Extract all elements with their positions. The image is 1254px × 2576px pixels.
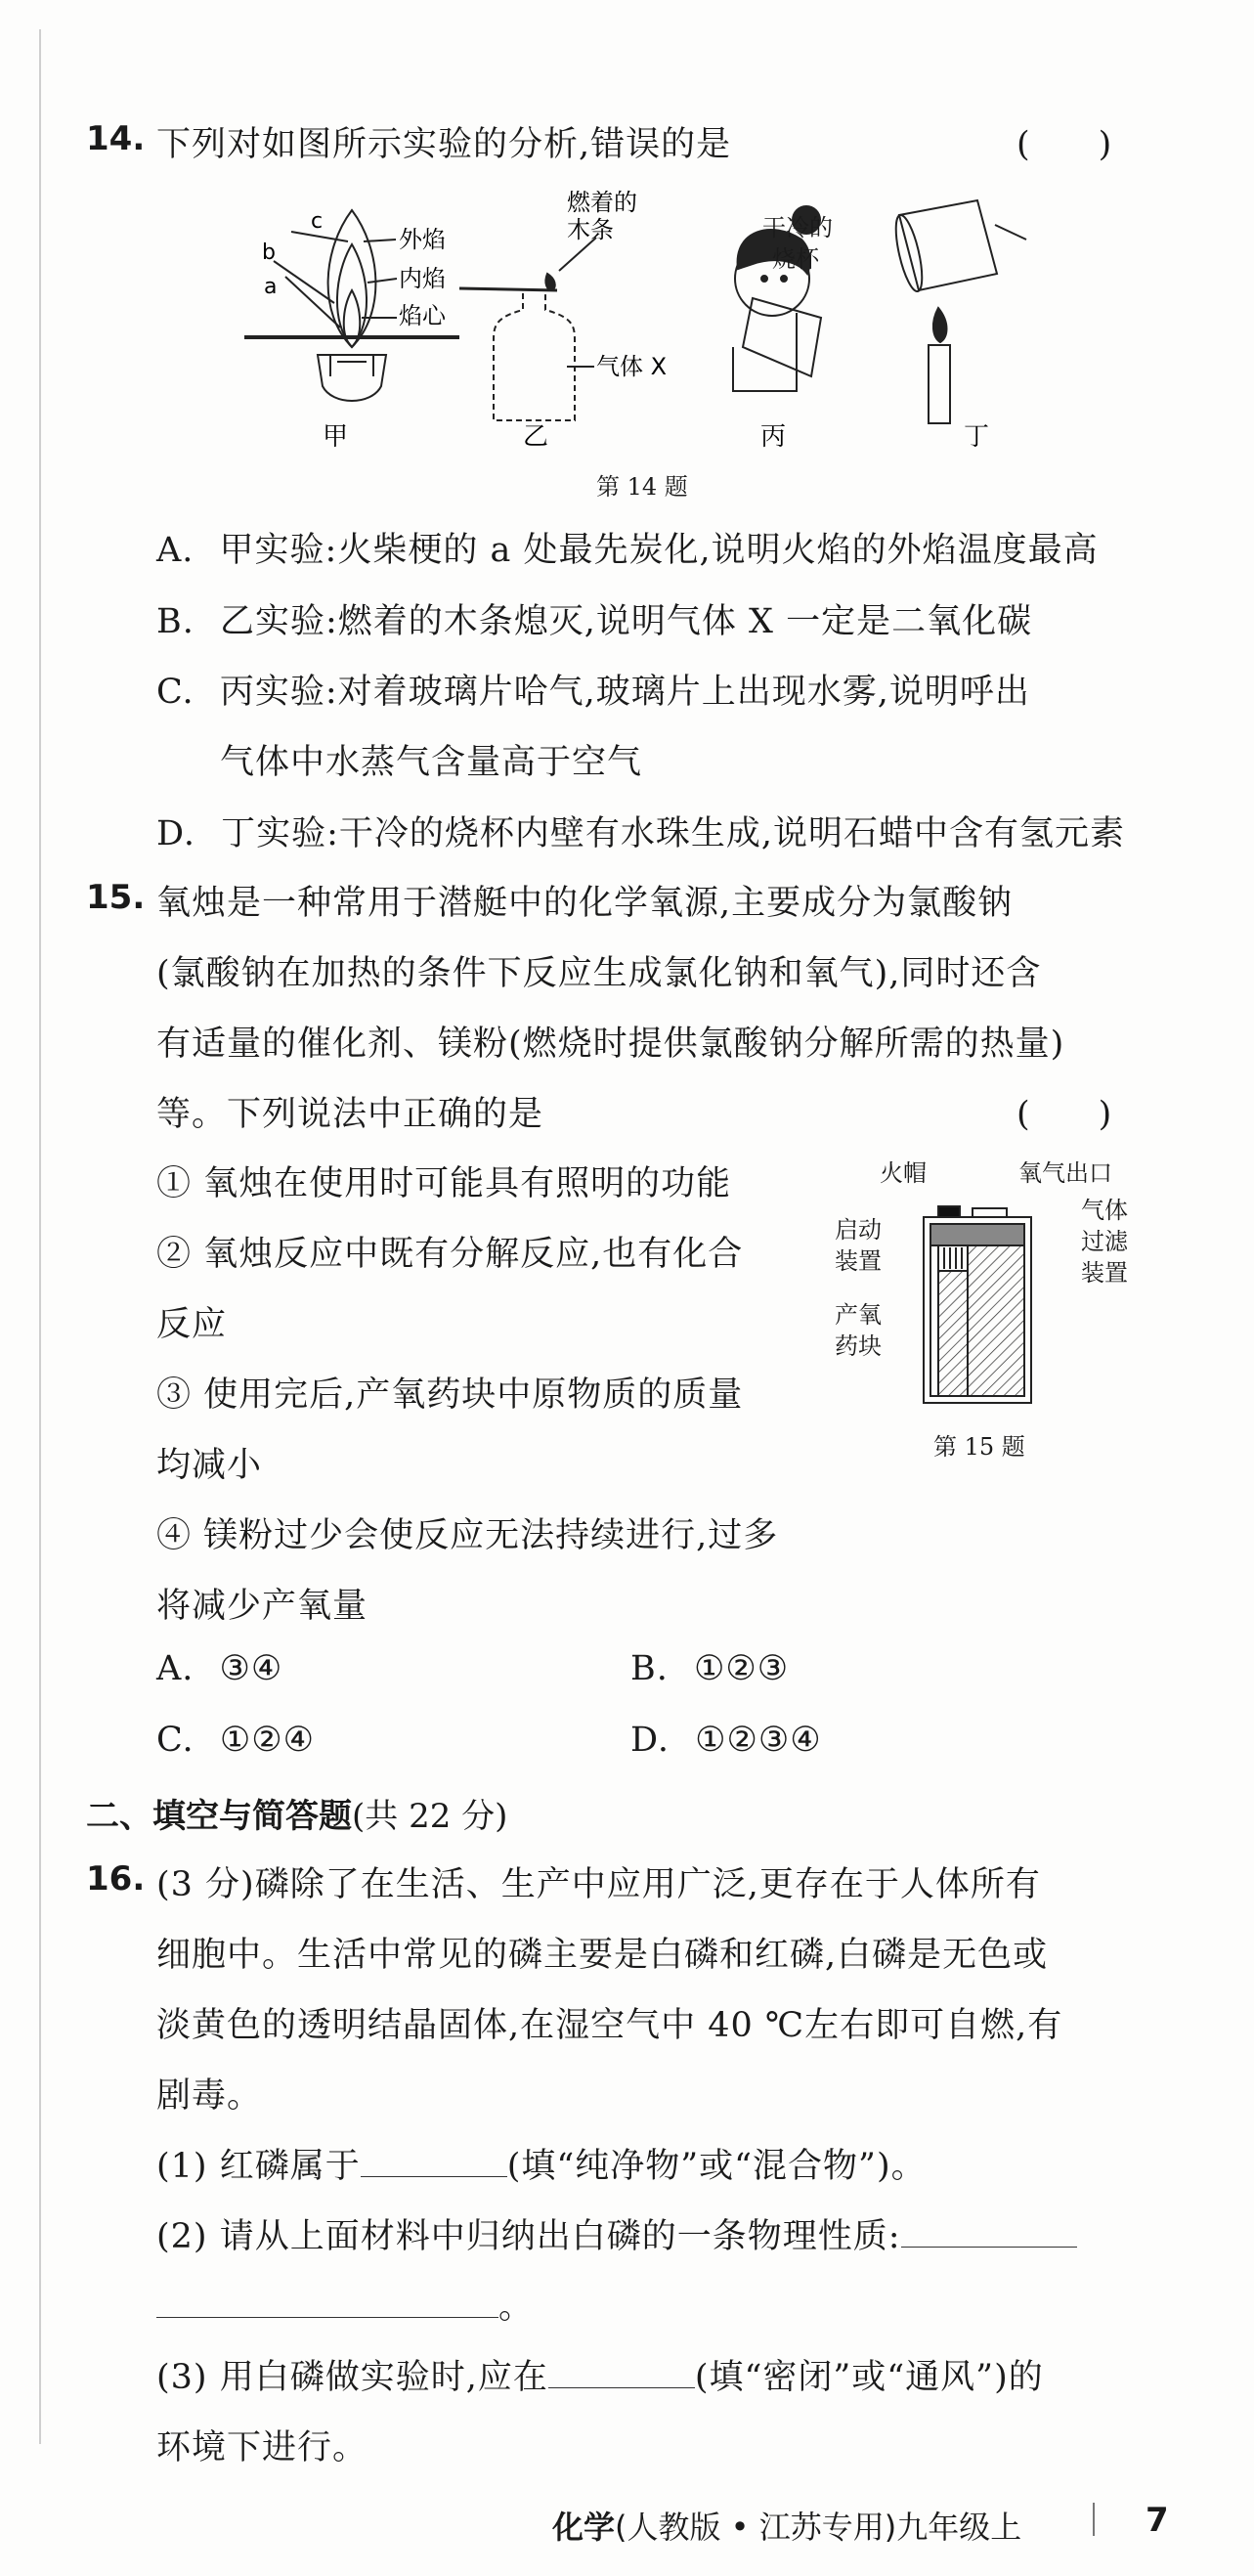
q16-stem-line-1: (3 分)磷除了在生活、生产中应用广泛,更存在于人体所有	[156, 1865, 1041, 1904]
q16-stem-line-4: 剧毒。	[156, 2076, 263, 2116]
q14-option-c-continued: 气体中水蒸气含量高于空气	[220, 743, 643, 782]
q14-figure	[225, 181, 1036, 513]
ding-label: 丁	[964, 422, 990, 452]
q15-option-b[interactable]	[630, 1649, 789, 1688]
q15-statement-3-cont: 均减小	[156, 1446, 263, 1485]
oxygen-outlet-label: 氧气出口	[1018, 1159, 1112, 1187]
q15-stem-line-4: 等。下列说法中正确的是	[156, 1095, 544, 1134]
option-label: D.	[630, 1721, 670, 1760]
q16-number: 16.	[86, 1859, 146, 1899]
starter-label-1: 启动	[835, 1216, 882, 1244]
q16-sub2-answer-blank-2[interactable]	[156, 2288, 498, 2318]
option-label: D.	[156, 814, 195, 853]
option-text: 丁实验:干冷的烧杯内壁有水珠生成,说明石蜡中含有氢元素	[221, 814, 1126, 853]
option-label: B.	[156, 602, 195, 641]
q16-sub2	[156, 2209, 1077, 2258]
page-footer	[552, 2503, 1021, 2548]
q15-stem-line-1: 氧烛是一种常用于潜艇中的化学氧源,主要成分为氯酸钠	[156, 884, 1014, 923]
option-text: 乙实验:燃着的木条熄灭,说明气体 X 一定是二氧化碳	[220, 602, 1033, 641]
q15-option-a[interactable]	[156, 1649, 282, 1688]
jia-label: 甲	[323, 422, 349, 452]
q15-statement-4-cont: 将减少产氧量	[156, 1587, 368, 1626]
q16-sub3-cont: 环境下进行。	[156, 2428, 368, 2467]
q14-number: 14.	[86, 119, 146, 158]
q15-statement-4: ④ 镁粉过少会使反应无法持续进行,过多	[156, 1516, 779, 1555]
margin-rule	[39, 29, 41, 2444]
q16-sub1-suffix: (填“纯净物”或“混合物”)。	[506, 2147, 927, 2186]
q16-sub2-answer-blank[interactable]	[901, 2217, 1077, 2248]
q15-number: 15.	[86, 878, 146, 917]
option-text: 甲实验:火柴梗的 a 处最先炭化,说明火焰的外焰温度最高	[219, 531, 1099, 570]
q16-sub1-answer-blank[interactable]	[361, 2147, 507, 2177]
option-label: A.	[156, 531, 195, 570]
jia-flame-core-label: 焰心	[399, 302, 446, 329]
q16-stem-line-3: 淡黄色的透明结晶固体,在湿空气中 40 ℃左右即可自燃,有	[156, 2006, 1063, 2045]
filter-label-2: 过滤	[1081, 1228, 1128, 1255]
q15-statement-1: ① 氧烛在使用时可能具有照明的功能	[156, 1164, 732, 1203]
q15-statement-2-cont: 反应	[156, 1305, 228, 1344]
q14-option-c[interactable]	[156, 665, 1030, 714]
q14-stem: 下列对如图所示实验的分析,错误的是	[156, 125, 732, 164]
q14-option-b[interactable]	[156, 594, 1032, 643]
q15-option-d[interactable]	[630, 1721, 822, 1760]
q14-figure-caption: 第 14 题	[596, 473, 688, 501]
q14-option-d[interactable]	[156, 807, 1125, 855]
q16-sub3	[156, 2350, 1044, 2399]
option-label: B.	[630, 1649, 669, 1688]
option-text: 丙实验:对着玻璃片哈气,玻璃片上出现水雾,说明呼出	[219, 673, 1030, 712]
filter-label-1: 气体	[1081, 1197, 1128, 1224]
jia-inner-flame-label: 内焰	[399, 265, 446, 292]
q16-sub2-prefix: (2) 请从上面材料中归纳出白磷的一条物理性质:	[156, 2217, 901, 2256]
oxygen-block	[968, 1245, 1024, 1396]
bing-label: 丙	[760, 422, 787, 452]
q15-answer-paren: ( )	[1016, 1095, 1112, 1134]
oxygen-block-label-2: 药块	[835, 1332, 882, 1360]
option-label: C.	[156, 1721, 195, 1760]
q16-sub2-line2	[156, 2280, 534, 2329]
gas-filter	[930, 1224, 1024, 1245]
q14-option-a[interactable]	[156, 523, 1099, 572]
jia-a-label: a	[264, 275, 278, 299]
filter-label-3: 装置	[1081, 1259, 1128, 1287]
option-label: A.	[156, 1649, 195, 1688]
starter-label-2: 装置	[835, 1247, 882, 1275]
yi-stick-label-2: 木条	[567, 216, 614, 243]
q15-option-c[interactable]	[156, 1721, 315, 1760]
yi-stick-label-1: 燃着的	[567, 189, 637, 216]
option-text: ①②③	[694, 1649, 790, 1688]
fire-cap-label: 火帽	[880, 1159, 927, 1187]
q16-sub1-prefix: (1) 红磷属于	[156, 2147, 361, 2186]
ding-diagram	[890, 200, 1026, 423]
starter-device	[938, 1245, 968, 1271]
ding-cup-label-1: 干冷的	[762, 214, 833, 241]
section-title	[86, 1789, 507, 1837]
oxygen-block-label-1: 产氧	[835, 1301, 882, 1329]
jia-c-label: c	[311, 209, 324, 234]
yi-diagram	[459, 238, 596, 420]
option-text: ①②④	[219, 1721, 315, 1760]
option-label: C.	[156, 673, 195, 712]
q15-stem-line-3: 有适量的催化剂、镁粉(燃烧时提供氯酸钠分解所需的热量)	[156, 1025, 1065, 1064]
q15-figure-caption: 第 15 题	[933, 1433, 1025, 1461]
q15-figure	[919, 1193, 1095, 1418]
q16-stem-line-2: 细胞中。生活中常见的磷主要是白磷和红磷,白磷是无色或	[156, 1936, 1049, 1975]
oxygen-outlet	[973, 1208, 1007, 1217]
footer-edition: (人教版 • 江苏专用)九年级上	[615, 2509, 1022, 2546]
yi-gas-label: 气体 X	[596, 353, 668, 380]
jia-b-label: b	[262, 240, 276, 265]
q16-sub3-answer-blank[interactable]	[548, 2358, 695, 2388]
jia-outer-flame-label: 外焰	[399, 226, 446, 253]
section-score: (共 22 分)	[352, 1797, 508, 1836]
yi-label: 乙	[523, 422, 549, 452]
page-number: 7	[1146, 2501, 1169, 2540]
footer-divider	[1093, 2503, 1095, 2536]
footer-subject: 化学	[552, 2509, 616, 2546]
q16-sub2-end: 。	[498, 2288, 535, 2327]
q15-statement-2: ② 氧烛反应中既有分解反应,也有化合	[156, 1235, 744, 1274]
ding-cup-label-2: 烧杯	[772, 245, 819, 273]
option-text: ①②③④	[695, 1721, 822, 1760]
q15-statement-3: ③ 使用完后,产氧药块中原物质的质量	[156, 1375, 744, 1415]
q16-sub1	[156, 2139, 927, 2188]
q14-answer-paren: ( )	[1016, 125, 1112, 164]
q16-sub3-prefix: (3) 用白磷做实验时,应在	[156, 2358, 548, 2397]
section-title-text: 二、填空与简答题	[86, 1797, 352, 1836]
fire-cap	[938, 1206, 960, 1217]
q16-sub3-suffix: (填“密闭”或“通风”)的	[694, 2358, 1044, 2397]
q15-stem-line-2: (氯酸钠在加热的条件下反应生成氯化钠和氧气),同时还含	[156, 954, 1042, 993]
option-text: ③④	[219, 1649, 283, 1688]
